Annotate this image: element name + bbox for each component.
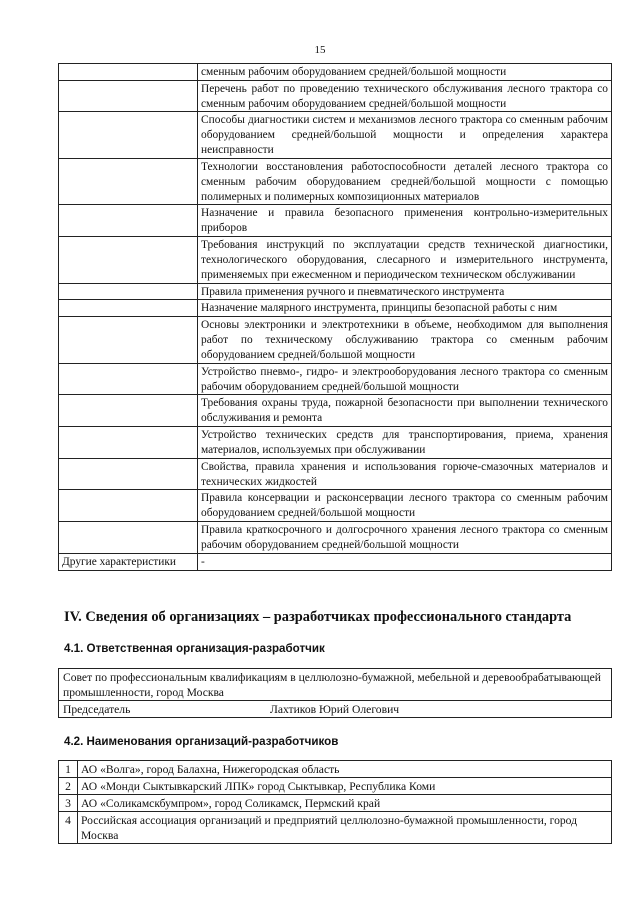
developer-org-number: 4 [59, 812, 78, 844]
org-name: Совет по профессиональным квалификациям в целлюлозно-бумажной, мебельной и деревообрабатывающей промышленности, город Москва [59, 669, 612, 701]
requirement-text: Способы диагностики систем и механизмов лесного трактора со сменным рабочим оборудованием средней/большой мощности и определения характера неисправности [198, 112, 612, 158]
developer-org-row [59, 795, 612, 812]
requirement-row [59, 317, 612, 363]
requirement-category [59, 283, 198, 300]
developer-org-row [59, 761, 612, 778]
requirement-row [59, 112, 612, 158]
requirement-row [59, 363, 612, 395]
requirement-category [59, 112, 198, 158]
developer-orgs-heading: 4.2. Наименования организаций-разработчиков [64, 735, 339, 748]
requirement-text: Устройство пневмо-, гидро- и электрооборудования лесного трактора со сменным рабочим оборудованием средней/большой мощности [198, 363, 612, 395]
requirement-category [59, 427, 198, 459]
developer-org-number: 2 [59, 778, 78, 795]
developer-org-name: АО «Волга», город Балахна, Нижегородская область [78, 761, 612, 778]
requirement-text: Требования охраны труда, пожарной безопасности при выполнении технического обслуживания и ремонта [198, 395, 612, 427]
requirement-row [59, 522, 612, 554]
requirement-text: сменным рабочим оборудованием средней/большой мощности [198, 64, 612, 81]
knowledge-requirements-table [58, 63, 612, 571]
requirement-category [59, 205, 198, 237]
developer-org-name: АО «Соликамскбумпром», город Соликамск, Пермский край [78, 795, 612, 812]
requirement-row [59, 553, 612, 570]
section-title: IV. Сведения об организациях – разработчиках профессионального стандарта [64, 609, 572, 625]
chair-row [59, 701, 612, 718]
requirement-category [59, 363, 198, 395]
developer-org-number: 3 [59, 795, 78, 812]
requirement-text: Правила консервации и расконсервации лесного трактора со сменным рабочим оборудованием средней/большой мощности [198, 490, 612, 522]
requirement-row [59, 490, 612, 522]
requirement-text: Перечень работ по проведению технического обслуживания лесного трактора со сменным рабочим оборудованием средней/большой мощности [198, 80, 612, 112]
developer-org-name: АО «Монди Сыктывкарский ЛПК» город Сыктывкар, Республика Коми [78, 778, 612, 795]
requirement-text: Требования инструкций по эксплуатации средств технической диагностики, технологического оборудования, слесарного и измерительного инструмента, применяемых при ежесменном и периодическом техническом обслуживании [198, 237, 612, 283]
requirement-row [59, 427, 612, 459]
requirement-text: Правила применения ручного и пневматического инструмента [198, 283, 612, 300]
developer-org-number: 1 [59, 761, 78, 778]
requirement-category [59, 158, 198, 204]
requirement-category [59, 64, 198, 81]
requirement-category [59, 237, 198, 283]
requirement-category [59, 490, 198, 522]
requirement-row [59, 283, 612, 300]
developer-org-row [59, 812, 612, 844]
requirement-row [59, 395, 612, 427]
requirement-category [59, 300, 198, 317]
requirement-category [59, 80, 198, 112]
org-row [59, 669, 612, 701]
requirement-category [59, 317, 198, 363]
requirement-row [59, 80, 612, 112]
requirement-row [59, 64, 612, 81]
requirement-category [59, 458, 198, 490]
requirement-text: Правила краткосрочного и долгосрочного хранения лесного трактора со сменным рабочим оборудованием средней/большой мощности [198, 522, 612, 554]
requirement-text: Технологии восстановления работоспособности деталей лесного трактора со сменным рабочим оборудованием средней/большой мощности с помощью полимерных и полимерных композиционных материалов [198, 158, 612, 204]
developer-orgs-table [58, 760, 612, 844]
requirement-text: Свойства, правила хранения и использования горюче-смазочных материалов и технических жидкостей [198, 458, 612, 490]
requirement-text: Устройство технических средств для транспортирования, приема, хранения материалов, используемых при обслуживании [198, 427, 612, 459]
requirement-row [59, 300, 612, 317]
requirement-text: Назначение малярного инструмента, принципы безопасной работы с ним [198, 300, 612, 317]
requirement-category [59, 395, 198, 427]
developer-org-row [59, 778, 612, 795]
developer-org-name: Российская ассоциация организаций и предприятий целлюлозно-бумажной промышленности, город Москва [78, 812, 612, 844]
requirement-text: Назначение и правила безопасного применения контрольно-измерительных приборов [198, 205, 612, 237]
responsible-org-table [58, 668, 612, 718]
responsible-org-heading: 4.1. Ответственная организация-разработчик [64, 642, 325, 655]
requirement-category [59, 522, 198, 554]
chair-name: Лахтиков Юрий Олегович [266, 701, 612, 718]
requirement-text: Основы электроники и электротехники в объеме, необходимом для выполнения работ по техническому обслуживанию трактора со сменным рабочим оборудованием средней/большой мощности [198, 317, 612, 363]
requirement-row [59, 205, 612, 237]
requirement-row [59, 237, 612, 283]
requirement-category: Другие характеристики [59, 553, 198, 570]
page-number: 15 [314, 44, 326, 56]
requirement-text: - [198, 553, 612, 570]
requirement-row [59, 158, 612, 204]
requirement-row [59, 458, 612, 490]
chair-role: Председатель [59, 701, 267, 718]
